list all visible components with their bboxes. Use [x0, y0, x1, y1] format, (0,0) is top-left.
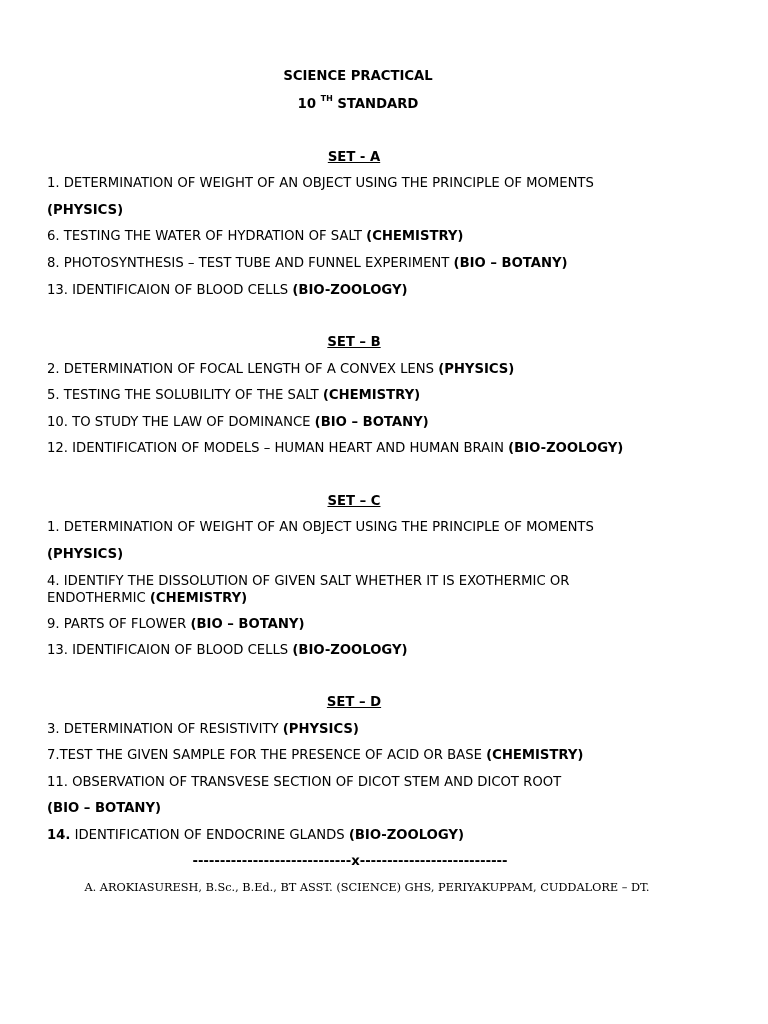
set-b-heading: SET – B — [327, 335, 381, 350]
set-d-item-4: 14. IDENTIFICATION OF ENDOCRINE GLANDS (BIO-ZOOLOGY) — [47, 828, 464, 843]
set-a-item-1-subject: (PHYSICS) — [47, 203, 124, 218]
standard-number: 10 — [297, 97, 317, 112]
set-a-heading: SET - A — [327, 150, 381, 165]
set-c-item-2: 4. IDENTIFY THE DISSOLUTION OF GIVEN SALT WHETHER IT IS EXOTHERMIC OR ENDOTHERMIC (CHEMISTRY) — [47, 574, 570, 606]
set-c-item-1: 1. DETERMINATION OF WEIGHT OF AN OBJECT USING THE PRINCIPLE OF MOMENTS — [47, 520, 594, 535]
standard-line — [0, 94, 716, 112]
set-b-item-1: 2. DETERMINATION OF FOCAL LENGTH OF A CONVEX LENS (PHYSICS) — [47, 362, 515, 377]
set-c-item-1-subject: (PHYSICS) — [47, 547, 124, 562]
set-d-item-1: 3. DETERMINATION OF RESISTIVITY (PHYSICS) — [47, 722, 359, 737]
set-a-item-1: 1. DETERMINATION OF WEIGHT OF AN OBJECT USING THE PRINCIPLE OF MOMENTS — [47, 176, 594, 191]
author-footer: A. AROKIASURESH, B.Sc., B.Ed., BT ASST. (SCIENCE) GHS, PERIYAKUPPAM, CUDDALORE – DT. — [84, 881, 650, 894]
set-b-item-4: 12. IDENTIFICATION OF MODELS – HUMAN HEART AND HUMAN BRAIN (BIO-ZOOLOGY) — [47, 441, 624, 456]
set-d-item-3: 11. OBSERVATION OF TRANSVESE SECTION OF DICOT STEM AND DICOT ROOT — [47, 775, 562, 790]
set-d-item-2: 7.TEST THE GIVEN SAMPLE FOR THE PRESENCE OF ACID OR BASE (CHEMISTRY) — [47, 748, 584, 763]
standard-suffix: TH — [320, 94, 333, 103]
set-a-item-2: 6. TESTING THE WATER OF HYDRATION OF SALT (CHEMISTRY) — [47, 229, 464, 244]
set-a-item-3: 8. PHOTOSYNTHESIS – TEST TUBE AND FUNNEL EXPERIMENT (BIO – BOTANY) — [47, 256, 568, 271]
standard-word: STANDARD — [337, 97, 419, 112]
set-d-item-3-subject: (BIO – BOTANY) — [47, 801, 162, 816]
document-title: SCIENCE PRACTICAL — [283, 69, 433, 84]
set-c-item-3: 9. PARTS OF FLOWER (BIO – BOTANY) — [47, 617, 305, 632]
set-b-item-2: 5. TESTING THE SOLUBILITY OF THE SALT (CHEMISTRY) — [47, 388, 421, 403]
set-a-item-4: 13. IDENTIFICAION OF BLOOD CELLS (BIO-ZOOLOGY) — [47, 283, 408, 298]
set-d-heading: SET – D — [326, 695, 382, 710]
end-divider: -----------------------------x--------------------------- — [192, 854, 508, 869]
set-c-item-4: 13. IDENTIFICAION OF BLOOD CELLS (BIO-ZOOLOGY) — [47, 643, 408, 658]
set-b-item-3: 10. TO STUDY THE LAW OF DOMINANCE (BIO – BOTANY) — [47, 415, 429, 430]
set-c-heading: SET – C — [327, 494, 381, 509]
